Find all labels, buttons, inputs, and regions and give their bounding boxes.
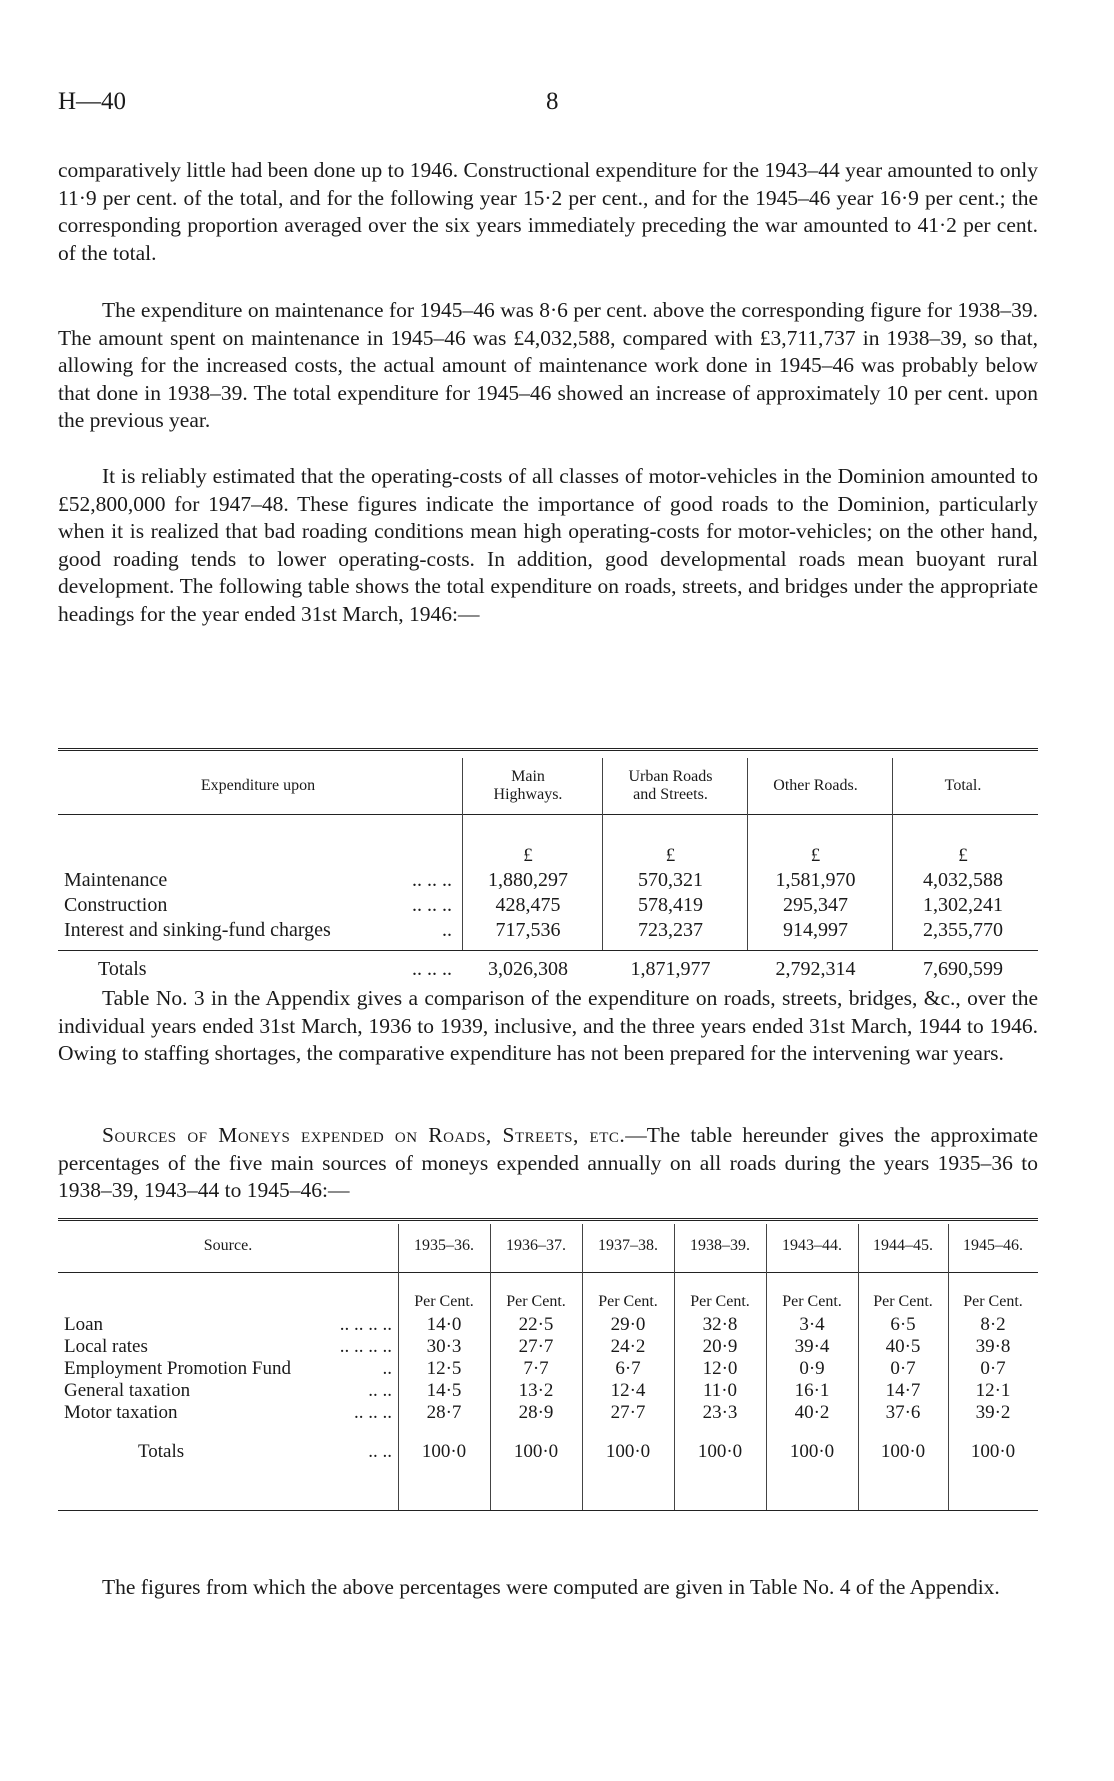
cell-value: 28·7 [426, 1402, 462, 1423]
table2-column-divider [858, 1224, 859, 1510]
table2-column-divider [948, 1224, 949, 1510]
cell-value: 39·8 [975, 1336, 1011, 1357]
cell-value: 20·9 [702, 1336, 738, 1357]
cell-value: 0·9 [799, 1358, 825, 1379]
cell-value: 30·3 [426, 1336, 462, 1357]
table-row [58, 1380, 1038, 1402]
cell-value: 717,536 [495, 919, 561, 941]
row-leader: .. .. .. .. [339, 1336, 392, 1357]
table2-totals-row [58, 1424, 1038, 1480]
table1-header-expenditure: Expenditure upon [200, 777, 316, 794]
cell-value: 40·2 [794, 1402, 830, 1423]
table1-header-row [58, 758, 1038, 814]
table-row [58, 1314, 1038, 1336]
row-label: Motor taxation [64, 1402, 178, 1423]
table1-unit: £ [665, 845, 676, 866]
table1-top-rule [58, 748, 1038, 751]
row-leader: .. [382, 1358, 392, 1379]
table1-header-urban-roads: Urban Roads and Streets. [628, 768, 713, 803]
total-value: 2,792,314 [775, 957, 856, 980]
total-value: 3,026,308 [488, 957, 568, 980]
total-value: 100·0 [421, 1441, 467, 1462]
cell-value: 16·1 [794, 1380, 830, 1401]
table1-column-divider [602, 758, 603, 950]
table1-column-divider [747, 758, 748, 950]
cell-value: 7·7 [523, 1358, 549, 1379]
table1-header-rule [58, 814, 1038, 815]
cell-value: 27·7 [610, 1402, 646, 1423]
table1-unit-row [58, 844, 1038, 868]
row-label: Interest and sinking-fund charges [64, 919, 331, 941]
table2-header-year: 1938–39. [690, 1237, 750, 1254]
paragraph-construction: comparatively little had been done up to 1946. Constructional expenditure for the 1943–44 year amounted to only 11·9 per cent. of the total, and for the following year 15·2 per cent., and for the 1945–46 year 16·9 per cent.; the corresponding proportion averaged over the six years immediately preceding the war amounted to 41·2 per cent. of the total. [58, 158, 1038, 265]
table2-top-rule [58, 1218, 1038, 1221]
row-leader: .. .. [368, 1380, 392, 1401]
total-value: 1,871,977 [630, 957, 711, 980]
table1-unit: £ [810, 845, 821, 866]
cell-value: 14·5 [426, 1380, 462, 1401]
table2-header-rule [58, 1272, 1038, 1273]
total-value: 100·0 [789, 1441, 835, 1462]
cell-value: 0·7 [980, 1358, 1006, 1379]
document-code: H—40 [58, 88, 127, 115]
totals-label: Totals [98, 957, 147, 980]
cell-value: 3·4 [799, 1314, 825, 1335]
table2-bottom-rule [58, 1510, 1038, 1511]
cell-value: 14·7 [885, 1380, 921, 1401]
table2-header-year: 1936–37. [506, 1237, 566, 1254]
cell-value: 295,347 [783, 894, 848, 916]
table1-header-total: Total. [944, 777, 982, 794]
cell-value: 578,419 [638, 894, 703, 916]
row-leader: .. [442, 919, 452, 941]
cell-value: 39·4 [794, 1336, 830, 1357]
totals-label: Totals [138, 1441, 185, 1462]
expenditure-table [58, 758, 1038, 995]
cell-value: 723,237 [638, 919, 703, 941]
table2-unit: Per Cent. [506, 1293, 566, 1310]
cell-value: 40·5 [885, 1336, 921, 1357]
cell-value: 27·7 [518, 1336, 554, 1357]
sources-table [58, 1224, 1038, 1480]
total-value: 100·0 [697, 1441, 743, 1462]
table2-header-year: 1935–36. [414, 1237, 474, 1254]
cell-value: 37·6 [885, 1402, 921, 1423]
cell-value: 8·2 [980, 1314, 1006, 1335]
row-label: Employment Promotion Fund [64, 1358, 291, 1379]
cell-value: 1,880,297 [488, 869, 568, 891]
row-label: General taxation [64, 1380, 191, 1401]
paragraph-appendix-reference: The figures from which the above percentages were computed are given in Table No. 4 of the Appendix. [102, 1575, 1000, 1599]
paragraph-sources [58, 1122, 1038, 1205]
row-leader: .. .. .. [412, 894, 452, 916]
table2-unit: Per Cent. [690, 1293, 750, 1310]
table2-column-divider [766, 1224, 767, 1510]
row-leader: .. .. .. [412, 869, 452, 891]
table2-unit-row [58, 1290, 1038, 1314]
row-leader: .. .. [368, 1441, 392, 1462]
cell-value: 23·3 [702, 1402, 738, 1423]
table2-unit: Per Cent. [963, 1293, 1023, 1310]
table1-column-divider [892, 758, 893, 950]
table-row [58, 868, 1038, 893]
cell-value: 12·5 [426, 1358, 462, 1379]
table2-unit: Per Cent. [782, 1293, 842, 1310]
cell-value: 1,581,970 [775, 869, 856, 891]
paragraph-operating-costs: It is reliably estimated that the operating-costs of all classes of motor-vehicles in the Dominion amounted to £52,800,000 for 1947–48. These figures indicate the importance of good roads to the Dominion, particularly when it is realized that bad roading conditions mean high operating-costs for motor-vehicles; on the other hand, good roading tends to lower operating-costs. In addition, good developmental roads mean buoyant rural development. The following table shows the total expenditure on roads, streets, and bridges under the appropriate headings for the year ended 31st March, 1946:— [58, 464, 1038, 626]
cell-value: 11·0 [702, 1380, 738, 1401]
cell-value: 14·0 [426, 1314, 462, 1335]
table2-column-divider [582, 1224, 583, 1510]
paragraph-maintenance: The expenditure on maintenance for 1945–46 was 8·6 per cent. above the corresponding figure for 1938–39. The amount spent on maintenance in 1945–46 was £4,032,588, compared with £3,711,737 in 1938–39, so that, allowing for the increased costs, the actual amount of maintenance work done in 1945–46 was probably below that done in 1938–39. The total expenditure for 1945–46 showed an increase of approximately 10 per cent. upon the previous year. [58, 298, 1038, 433]
row-label: Local rates [64, 1336, 148, 1357]
table1-unit: £ [958, 845, 968, 866]
total-value: 100·0 [513, 1441, 559, 1462]
table-row [58, 1336, 1038, 1358]
cell-value: 12·0 [702, 1358, 738, 1379]
cell-value: 13·2 [518, 1380, 554, 1401]
cell-value: 24·2 [610, 1336, 646, 1357]
cell-value: 28·9 [518, 1402, 554, 1423]
cell-value: 29·0 [610, 1314, 646, 1335]
table2-header-year: 1944–45. [873, 1237, 933, 1254]
cell-value: 6·5 [890, 1314, 916, 1335]
cell-value: 32·8 [702, 1314, 738, 1335]
total-value: 100·0 [605, 1441, 651, 1462]
cell-value: 1,302,241 [923, 894, 1003, 916]
cell-value: 39·2 [975, 1402, 1011, 1423]
cell-value: 12·4 [610, 1380, 646, 1401]
table-row [58, 893, 1038, 918]
table1-header-main-highways: Main Highways. [493, 768, 563, 803]
table2-column-divider [398, 1224, 399, 1510]
table2-header-row [58, 1224, 1038, 1268]
section-heading: Sources of Moneys expended on Roads, Streets, etc. [102, 1123, 626, 1147]
row-leader: .. .. .. [412, 957, 452, 980]
section-body: —The table hereunder gives the approximate percentages of the five main sources of moneys expended annually on all roads during the years 1935–36 to 1938–39, 1943–44 to 1945–46:— [58, 1123, 1038, 1203]
table1-column-divider [462, 758, 463, 950]
row-leader: .. .. .. .. [339, 1314, 392, 1335]
row-leader: .. .. .. [354, 1402, 392, 1423]
cell-value: 0·7 [890, 1358, 916, 1379]
table2-unit: Per Cent. [598, 1293, 658, 1310]
total-value: 100·0 [970, 1441, 1016, 1462]
cell-value: 22·5 [518, 1314, 554, 1335]
cell-value: 914,997 [783, 919, 848, 941]
table2-column-divider [490, 1224, 491, 1510]
table1-header-other-roads: Other Roads. [773, 777, 858, 794]
table2-unit: Per Cent. [873, 1293, 933, 1310]
cell-value: 570,321 [638, 869, 703, 891]
paragraph-appendix-comparison: Table No. 3 in the Appendix gives a comparison of the expenditure on roads, streets, bridges, &c., over the individual years ended 31st March, 1936 to 1939, inclusive, and the three years ended 31st March, 1944 to 1946. Owing to staffing shortages, the comparative expenditure has not been prepared for the intervening war years. [58, 986, 1038, 1066]
row-label: Loan [64, 1314, 104, 1335]
row-label: Maintenance [64, 869, 168, 891]
table-row [58, 1358, 1038, 1380]
page-number: 8 [546, 88, 559, 115]
table2-header-year: 1937–38. [598, 1237, 658, 1254]
cell-value: 428,475 [495, 894, 561, 916]
row-label: Construction [64, 894, 168, 916]
table2-column-divider [674, 1224, 675, 1510]
total-value: 100·0 [880, 1441, 926, 1462]
cell-value: 4,032,588 [923, 869, 1003, 891]
table1-unit: £ [523, 845, 533, 866]
table2-header-year: 1943–44. [782, 1237, 842, 1254]
table1-bottom-rule [58, 950, 1038, 951]
table2-unit: Per Cent. [414, 1293, 474, 1310]
table2-header-source: Source. [203, 1237, 253, 1254]
table2-header-year: 1945–46. [963, 1237, 1023, 1254]
total-value: 7,690,599 [923, 957, 1003, 980]
table-row [58, 918, 1038, 943]
cell-value: 2,355,770 [923, 919, 1003, 941]
table-row [58, 1402, 1038, 1424]
cell-value: 12·1 [975, 1380, 1011, 1401]
cell-value: 6·7 [615, 1358, 641, 1379]
